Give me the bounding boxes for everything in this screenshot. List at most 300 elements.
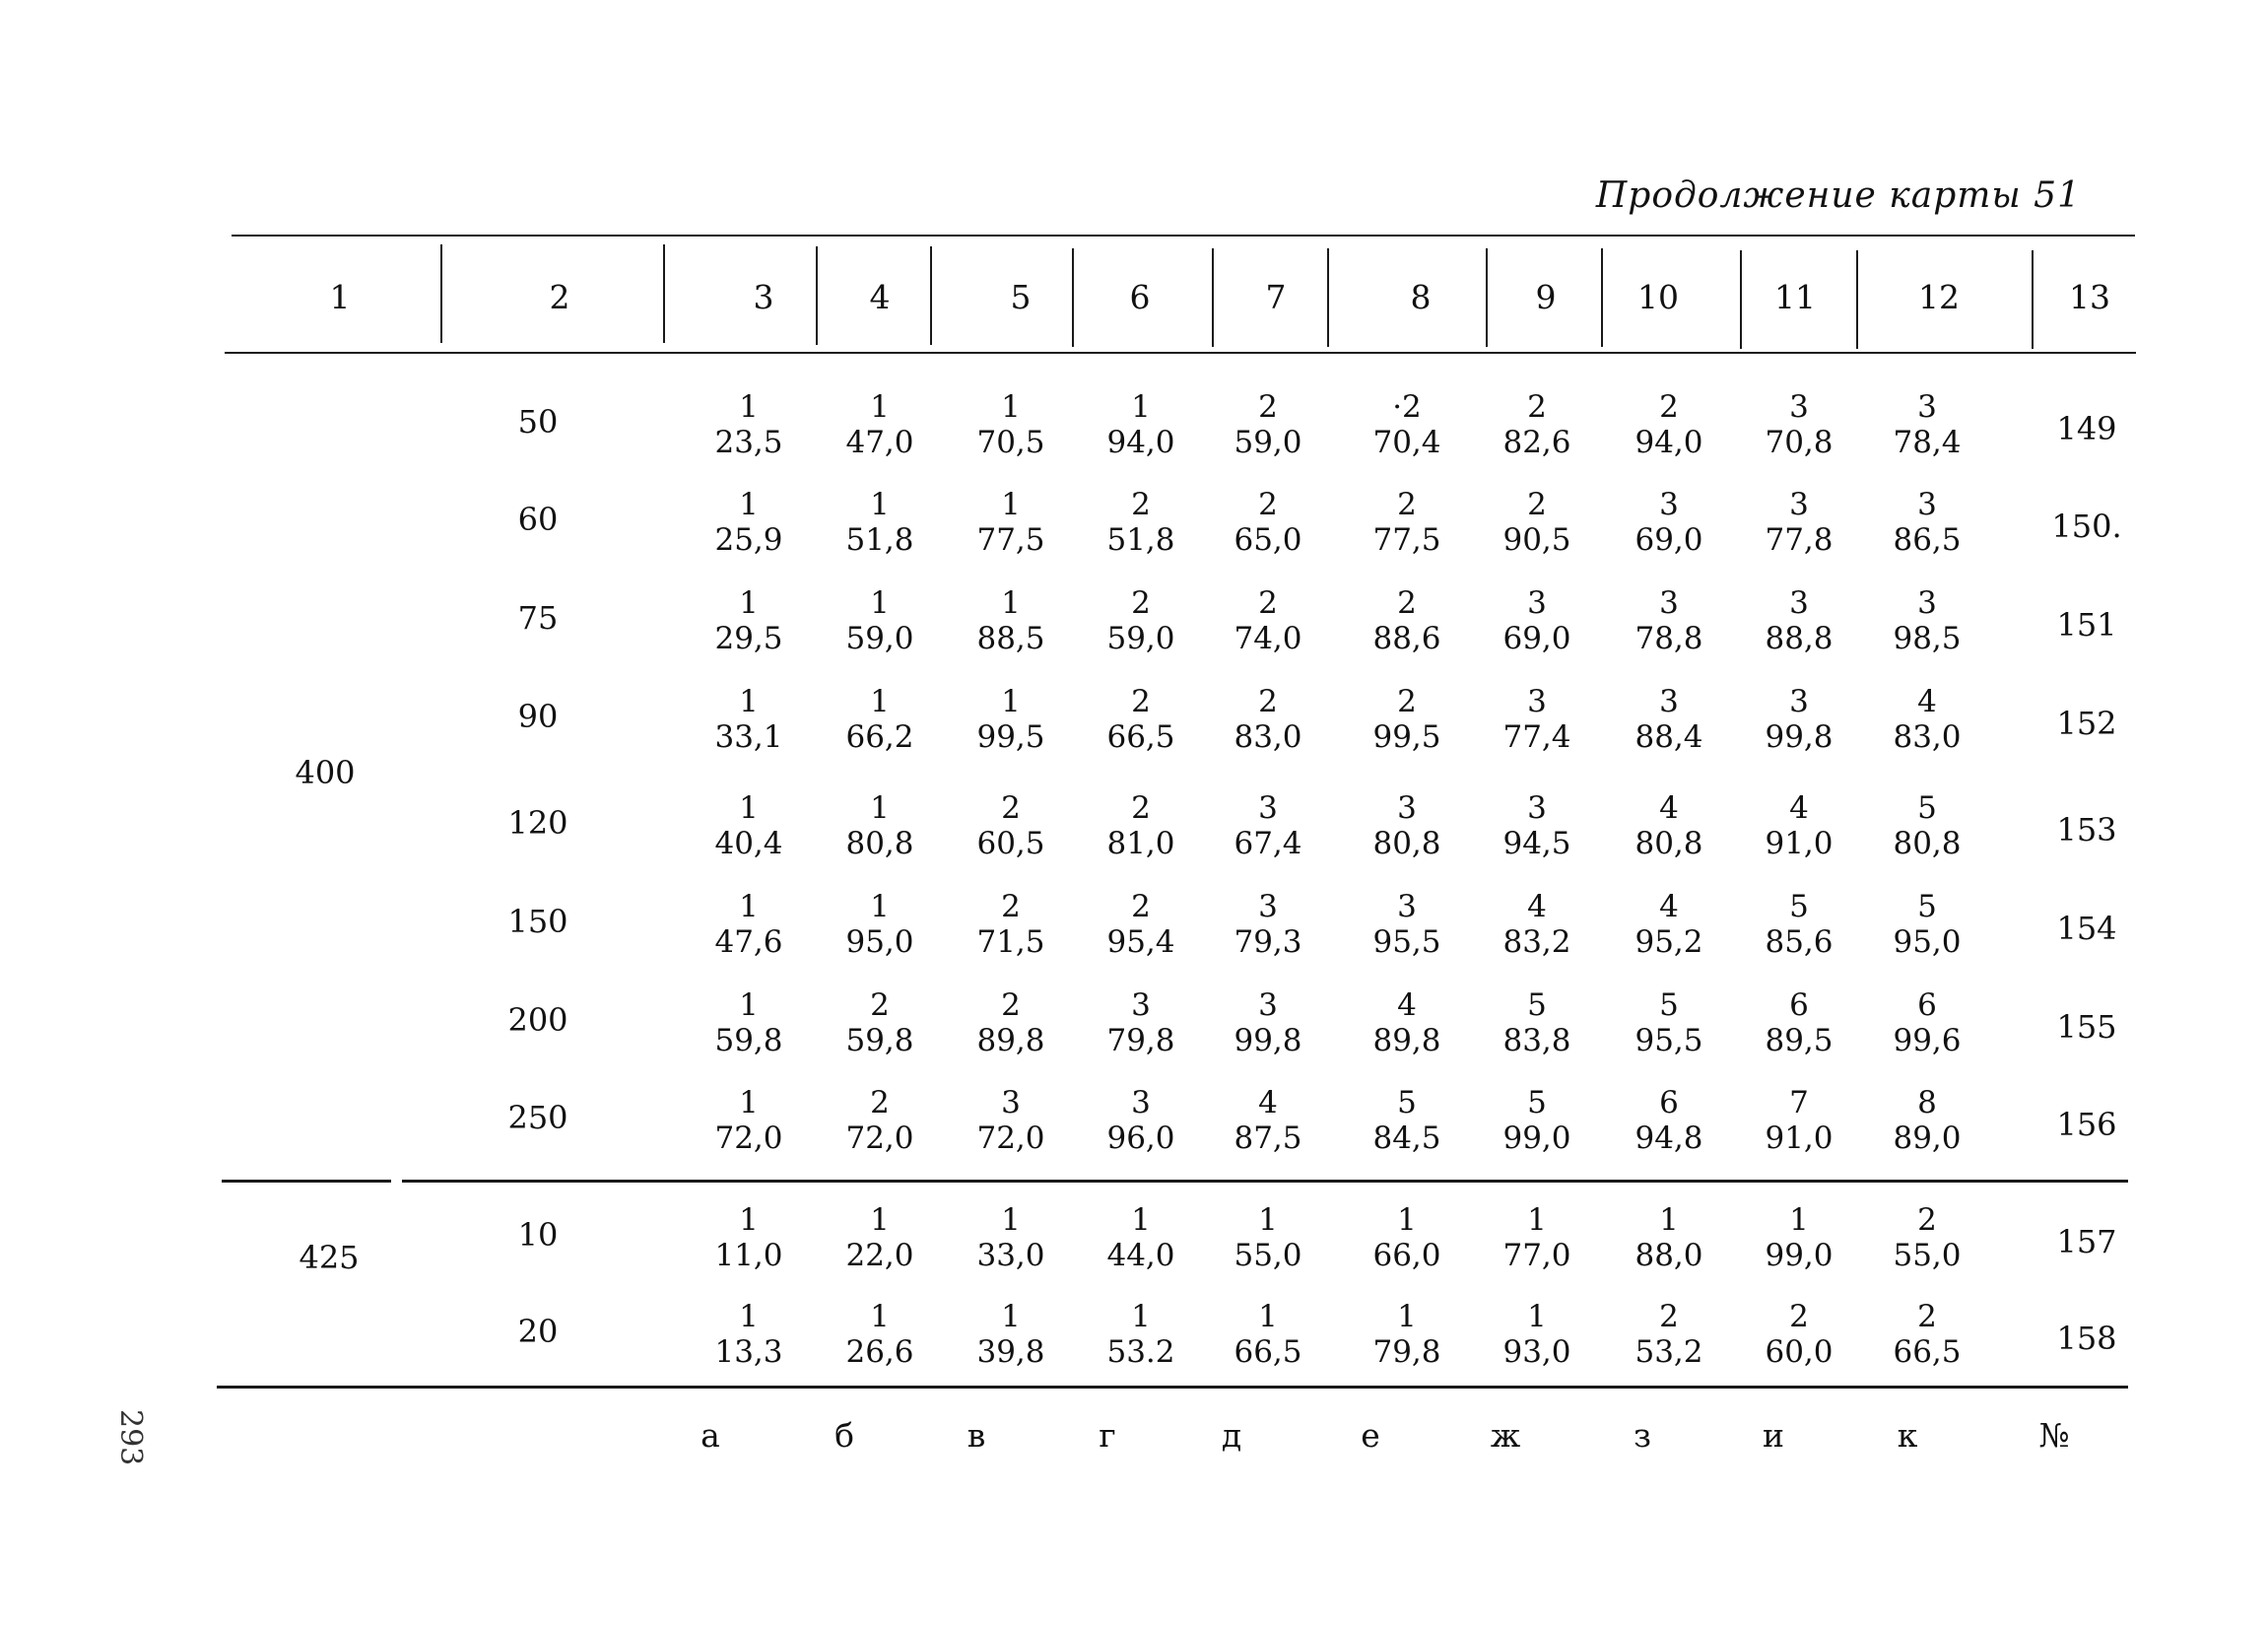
table-cell — [1106, 889, 1174, 960]
cell-top-value: 2 — [1397, 487, 1417, 522]
table-cell — [1634, 389, 1702, 460]
cell-bottom-value: 72,0 — [845, 1120, 914, 1156]
cell-top-value: 5 — [1397, 1085, 1417, 1120]
header-separator — [1327, 248, 1329, 347]
table-cell — [976, 1085, 1044, 1156]
table-cell — [1893, 684, 1961, 755]
cell-top-value: 1 — [1001, 585, 1021, 621]
table-cell — [1106, 1202, 1174, 1273]
cell-bottom-value: 13,3 — [714, 1334, 783, 1370]
cell-bottom-value: 66,2 — [845, 719, 914, 755]
cell-bottom-value: 88,0 — [1634, 1238, 1703, 1273]
cell-top-value: 5 — [1527, 987, 1547, 1023]
cell-top-value: 1 — [1131, 1202, 1151, 1238]
table-cell — [976, 1299, 1044, 1370]
cell-bottom-value: 88,4 — [1634, 719, 1703, 755]
cell-bottom-value: 83,0 — [1234, 719, 1302, 755]
cell-bottom-value: 83,8 — [1502, 1023, 1571, 1058]
cell-bottom-value: 55,0 — [1234, 1238, 1302, 1273]
cell-bottom-value: 29,5 — [714, 621, 783, 656]
cell-top-value: 1 — [870, 684, 890, 719]
table-cell — [714, 790, 782, 861]
cell-bottom-value: 59,8 — [714, 1023, 783, 1058]
cell-bottom-value: 96,0 — [1106, 1120, 1175, 1156]
cell-bottom-value: 95,5 — [1372, 924, 1441, 960]
table-cell — [1234, 1085, 1301, 1156]
table-cell — [845, 487, 913, 558]
table-cell — [1502, 684, 1570, 755]
cell-top-value: 2 — [1131, 684, 1151, 719]
cell-bottom-value: 70,4 — [1372, 425, 1441, 460]
footer-letter-k: к — [1897, 1416, 1918, 1455]
table-cell — [976, 987, 1044, 1058]
cell-top-value: 3 — [1789, 585, 1809, 621]
table-cell — [1765, 790, 1833, 861]
row-number: 152 — [2056, 705, 2117, 742]
page-caption: Продолжение карты 51 — [1595, 175, 2081, 216]
table-cell — [1765, 389, 1833, 460]
table-cell — [1893, 889, 1961, 960]
table-cell — [1372, 987, 1440, 1058]
header-col-7: 7 — [1265, 278, 1287, 316]
cell-top-value: 4 — [1397, 987, 1417, 1023]
header-col-5: 5 — [1010, 278, 1032, 316]
cell-top-value: 1 — [1001, 389, 1021, 425]
cell-bottom-value: 40,4 — [714, 826, 783, 861]
table-cell — [845, 889, 913, 960]
cell-bottom-value: 99,8 — [1234, 1023, 1302, 1058]
table-cell — [1234, 1299, 1301, 1370]
header-separator — [1601, 248, 1603, 347]
footer-letter-g: г — [1099, 1416, 1116, 1455]
cell-bottom-value: 65,0 — [1234, 522, 1302, 558]
cell-top-value: 1 — [1659, 1202, 1679, 1238]
header-separator — [1740, 250, 1742, 349]
cell-top-value: 8 — [1917, 1085, 1937, 1120]
table-cell — [1502, 987, 1570, 1058]
cell-bottom-value: 89,0 — [1893, 1120, 1962, 1156]
table-cell — [1893, 487, 1961, 558]
table-cell — [845, 1299, 913, 1370]
group-label-425: 425 — [299, 1239, 360, 1276]
cell-bottom-value: 77,5 — [976, 522, 1045, 558]
table-cell — [1502, 389, 1570, 460]
cell-bottom-value: 70,5 — [976, 425, 1045, 460]
header-separator — [816, 246, 818, 345]
cell-top-value: 1 — [739, 1299, 759, 1334]
table-cell — [1234, 987, 1301, 1058]
header-bottom-rule — [225, 352, 2136, 354]
row-col2-value: 50 — [517, 403, 559, 441]
cell-top-value: 6 — [1789, 987, 1809, 1023]
footer-letter-v: в — [967, 1416, 986, 1455]
cell-top-value: 1 — [739, 889, 759, 924]
footer-letter-e: е — [1361, 1416, 1380, 1455]
table-cell — [1634, 1202, 1702, 1273]
row-number: 154 — [2056, 910, 2117, 947]
cell-top-value: 1 — [1001, 487, 1021, 522]
header-separator — [930, 246, 932, 345]
table-cell — [845, 790, 913, 861]
cell-top-value: 1 — [870, 790, 890, 826]
table-cell — [845, 1202, 913, 1273]
cell-bottom-value: 94,5 — [1502, 826, 1571, 861]
footer-number-sign: № — [2038, 1416, 2070, 1455]
row-number: 156 — [2056, 1106, 2117, 1143]
cell-top-value: 3 — [1131, 1085, 1151, 1120]
table-cell — [1234, 487, 1301, 558]
cell-top-value: 1 — [1258, 1299, 1278, 1334]
cell-top-value: 3 — [1258, 889, 1278, 924]
table-cell — [714, 487, 782, 558]
footer-letter-a: а — [700, 1416, 720, 1455]
row-number: 153 — [2056, 811, 2117, 848]
cell-top-value: 1 — [739, 487, 759, 522]
table-cell — [1765, 684, 1833, 755]
cell-bottom-value: 85,6 — [1765, 924, 1834, 960]
footer-letter-b: б — [834, 1416, 854, 1455]
table-cell — [714, 389, 782, 460]
header-col-8: 8 — [1410, 278, 1432, 316]
cell-bottom-value: 60,0 — [1765, 1334, 1834, 1370]
cell-bottom-value: 83,2 — [1502, 924, 1571, 960]
cell-bottom-value: 51,8 — [1106, 522, 1175, 558]
cell-top-value: 2 — [1527, 487, 1547, 522]
cell-bottom-value: 59,0 — [1234, 425, 1302, 460]
cell-top-value: 1 — [739, 790, 759, 826]
cell-bottom-value: 77,0 — [1502, 1238, 1571, 1273]
cell-top-value: 3 — [1789, 487, 1809, 522]
table-cell — [1893, 1085, 1961, 1156]
row-col2-value: 20 — [517, 1313, 559, 1350]
cell-bottom-value: 99,8 — [1765, 719, 1834, 755]
cell-bottom-value: 66,5 — [1106, 719, 1175, 755]
table-cell — [845, 585, 913, 656]
footer-letter-i: и — [1763, 1416, 1784, 1455]
table-cell — [1502, 1202, 1570, 1273]
cell-top-value: 7 — [1789, 1085, 1809, 1120]
cell-bottom-value: 99,0 — [1765, 1238, 1834, 1273]
table-cell — [1234, 684, 1301, 755]
cell-bottom-value: 89,8 — [976, 1023, 1045, 1058]
table-cell — [1106, 1085, 1174, 1156]
header-col-9: 9 — [1535, 278, 1557, 316]
table-cell — [1372, 790, 1440, 861]
cell-bottom-value: 94,0 — [1106, 425, 1175, 460]
table-cell — [976, 1202, 1044, 1273]
cell-top-value: 2 — [1258, 585, 1278, 621]
cell-bottom-value: 67,4 — [1234, 826, 1302, 861]
row-number: 155 — [2056, 1008, 2117, 1046]
table-cell — [714, 585, 782, 656]
row-col2-value: 10 — [517, 1216, 559, 1254]
cell-top-value: 1 — [870, 1299, 890, 1334]
header-separator — [1212, 248, 1214, 347]
cell-bottom-value: 53.2 — [1106, 1334, 1175, 1370]
cell-top-value: 2 — [1258, 487, 1278, 522]
cell-bottom-value: 70,8 — [1765, 425, 1834, 460]
group-label-400: 400 — [295, 754, 356, 791]
cell-bottom-value: 33,0 — [976, 1238, 1045, 1273]
cell-top-value: 2 — [870, 987, 890, 1023]
table-cell — [1634, 790, 1702, 861]
cell-top-value: 1 — [870, 585, 890, 621]
header-top-rule — [232, 235, 2135, 237]
table-cell — [1372, 585, 1440, 656]
cell-top-value: 2 — [1659, 1299, 1679, 1334]
cell-top-value: 1 — [1397, 1202, 1417, 1238]
table-cell — [1765, 1299, 1833, 1370]
table-cell — [976, 389, 1044, 460]
cell-top-value: 2 — [1258, 684, 1278, 719]
cell-bottom-value: 80,8 — [1634, 826, 1703, 861]
header-col-4: 4 — [869, 278, 891, 316]
table-cell — [714, 1299, 782, 1370]
cell-bottom-value: 69,0 — [1502, 621, 1571, 656]
cell-bottom-value: 79,8 — [1372, 1334, 1441, 1370]
cell-top-value: 1 — [1001, 1299, 1021, 1334]
cell-bottom-value: 95,2 — [1634, 924, 1703, 960]
row-col2-value: 75 — [517, 599, 559, 637]
cell-top-value: 4 — [1659, 790, 1679, 826]
cell-bottom-value: 77,4 — [1502, 719, 1571, 755]
cell-bottom-value: 80,8 — [1893, 826, 1962, 861]
table-cell — [714, 889, 782, 960]
table-cell — [976, 684, 1044, 755]
cell-bottom-value: 99,0 — [1502, 1120, 1571, 1156]
cell-bottom-value: 95,5 — [1634, 1023, 1703, 1058]
cell-bottom-value: 26,6 — [845, 1334, 914, 1370]
cell-bottom-value: 72,0 — [976, 1120, 1045, 1156]
cell-bottom-value: 55,0 — [1893, 1238, 1962, 1273]
cell-bottom-value: 94,8 — [1634, 1120, 1703, 1156]
table-cell — [1106, 987, 1174, 1058]
header-col-13: 13 — [2069, 278, 2110, 316]
cell-bottom-value: 88,5 — [976, 621, 1045, 656]
cell-bottom-value: 94,0 — [1634, 425, 1703, 460]
header-col-12: 12 — [1918, 278, 1960, 316]
table-cell — [1765, 487, 1833, 558]
table-cell — [1502, 1085, 1570, 1156]
table-cell — [1106, 790, 1174, 861]
cell-bottom-value: 59,8 — [845, 1023, 914, 1058]
cell-top-value: 3 — [1397, 790, 1417, 826]
cell-top-value: 2 — [1917, 1202, 1937, 1238]
cell-bottom-value: 39,8 — [976, 1334, 1045, 1370]
table-cell — [1234, 1202, 1301, 1273]
cell-top-value: 4 — [1527, 889, 1547, 924]
table-cell — [1502, 889, 1570, 960]
cell-top-value: 1 — [739, 389, 759, 425]
cell-bottom-value: 66,5 — [1893, 1334, 1962, 1370]
cell-top-value: 1 — [870, 1202, 890, 1238]
row-col2-value: 120 — [507, 804, 568, 842]
table-cell — [976, 487, 1044, 558]
cell-top-value: 3 — [1527, 684, 1547, 719]
header-col-3: 3 — [753, 278, 774, 316]
table-cell — [1234, 889, 1301, 960]
cell-top-value: 3 — [1527, 790, 1547, 826]
cell-bottom-value: 25,9 — [714, 522, 783, 558]
cell-top-value: 3 — [1397, 889, 1417, 924]
cell-top-value: 3 — [1789, 684, 1809, 719]
cell-top-value: 2 — [1258, 389, 1278, 425]
cell-top-value: 5 — [1659, 987, 1679, 1023]
cell-bottom-value: 66,5 — [1234, 1334, 1302, 1370]
header-col-2: 2 — [549, 278, 570, 316]
cell-top-value: 5 — [1527, 1085, 1547, 1120]
row-number: 149 — [2056, 410, 2117, 447]
cell-top-value: 1 — [739, 1202, 759, 1238]
cell-top-value: 2 — [1001, 889, 1021, 924]
footer-letter-z: з — [1634, 1416, 1651, 1455]
cell-top-value: 2 — [1001, 987, 1021, 1023]
cell-top-value: 4 — [1917, 684, 1937, 719]
header-col-6: 6 — [1129, 278, 1151, 316]
cell-top-value: 2 — [1659, 389, 1679, 425]
table-cell — [1893, 1202, 1961, 1273]
row-col2-value: 200 — [507, 1001, 568, 1039]
cell-bottom-value: 33,1 — [714, 719, 783, 755]
cell-top-value: 6 — [1917, 987, 1937, 1023]
table-cell — [1234, 790, 1301, 861]
header-separator — [440, 244, 442, 343]
cell-bottom-value: 95,0 — [845, 924, 914, 960]
cell-top-value: 2 — [1131, 487, 1151, 522]
cell-top-value: 3 — [1527, 585, 1547, 621]
cell-bottom-value: 88,8 — [1765, 621, 1834, 656]
cell-bottom-value: 44,0 — [1106, 1238, 1175, 1273]
cell-top-value: 1 — [1789, 1202, 1809, 1238]
cell-bottom-value: 83,0 — [1893, 719, 1962, 755]
table-cell — [1893, 585, 1961, 656]
cell-top-value: 2 — [1397, 684, 1417, 719]
table-cell — [845, 389, 913, 460]
table-cell — [1234, 585, 1301, 656]
cell-top-value: 1 — [739, 987, 759, 1023]
cell-bottom-value: 47,0 — [845, 425, 914, 460]
table-cell — [714, 987, 782, 1058]
cell-bottom-value: 88,6 — [1372, 621, 1441, 656]
cell-bottom-value: 99,5 — [1372, 719, 1441, 755]
table-cell — [1106, 389, 1174, 460]
cell-bottom-value: 77,5 — [1372, 522, 1441, 558]
cell-top-value: 1 — [1001, 684, 1021, 719]
cell-bottom-value: 98,5 — [1893, 621, 1962, 656]
table-cell — [1893, 389, 1961, 460]
table-cell — [1106, 1299, 1174, 1370]
table-cell — [1893, 987, 1961, 1058]
page-margin-number: 293 — [113, 1409, 148, 1466]
cell-bottom-value: 69,0 — [1634, 522, 1703, 558]
cell-top-value: 1 — [870, 487, 890, 522]
cell-bottom-value: 84,5 — [1372, 1120, 1441, 1156]
cell-bottom-value: 59,0 — [1106, 621, 1175, 656]
row-col2-value: 150 — [507, 903, 568, 940]
cell-top-value: 2 — [1131, 790, 1151, 826]
cell-bottom-value: 71,5 — [976, 924, 1045, 960]
table-cell — [1765, 1202, 1833, 1273]
footer-letter-d: д — [1221, 1416, 1242, 1455]
cell-top-value: 2 — [1131, 889, 1151, 924]
table-cell — [1765, 1085, 1833, 1156]
table-cell — [1765, 987, 1833, 1058]
table-cell — [1372, 889, 1440, 960]
table-cell — [1634, 889, 1702, 960]
footer-letter-zh: ж — [1490, 1416, 1521, 1455]
row-col2-value: 60 — [517, 501, 559, 538]
cell-top-value: 1 — [1131, 389, 1151, 425]
cell-bottom-value: 77,8 — [1765, 522, 1834, 558]
group-separator-rule — [402, 1180, 2128, 1183]
cell-top-value: 3 — [1001, 1085, 1021, 1120]
table-cell — [1372, 1202, 1440, 1273]
cell-top-value: 1 — [1397, 1299, 1417, 1334]
header-col-1: 1 — [329, 278, 351, 316]
table-cell — [845, 987, 913, 1058]
row-number: 151 — [2056, 606, 2117, 644]
table-cell — [976, 585, 1044, 656]
table-cell — [714, 1202, 782, 1273]
cell-top-value: 1 — [1527, 1202, 1547, 1238]
table-cell — [1893, 790, 1961, 861]
cell-top-value: 1 — [870, 889, 890, 924]
cell-bottom-value: 89,8 — [1372, 1023, 1441, 1058]
table-cell — [714, 1085, 782, 1156]
group-separator-rule — [222, 1180, 391, 1183]
row-number: 157 — [2056, 1223, 2117, 1260]
cell-bottom-value: 79,8 — [1106, 1023, 1175, 1058]
cell-top-value: 1 — [739, 684, 759, 719]
cell-bottom-value: 90,5 — [1502, 522, 1571, 558]
cell-bottom-value: 91,0 — [1765, 826, 1834, 861]
cell-bottom-value: 80,8 — [845, 826, 914, 861]
table-cell — [1234, 389, 1301, 460]
cell-top-value: 1 — [1527, 1299, 1547, 1334]
table-cell — [1502, 487, 1570, 558]
header-separator — [663, 244, 665, 343]
cell-top-value: 3 — [1659, 585, 1679, 621]
table-cell — [1372, 487, 1440, 558]
table-cell — [1502, 1299, 1570, 1370]
cell-top-value: 3 — [1659, 684, 1679, 719]
table-cell — [1372, 389, 1440, 460]
cell-top-value: 3 — [1131, 987, 1151, 1023]
cell-top-value: 2 — [1917, 1299, 1937, 1334]
cell-bottom-value: 51,8 — [845, 522, 914, 558]
cell-top-value: 4 — [1789, 790, 1809, 826]
table-cell — [1765, 585, 1833, 656]
cell-bottom-value: 91,0 — [1765, 1120, 1834, 1156]
cell-top-value: 1 — [1001, 1202, 1021, 1238]
cell-top-value: 3 — [1917, 487, 1937, 522]
cell-top-value: 3 — [1258, 987, 1278, 1023]
cell-bottom-value: 99,6 — [1893, 1023, 1962, 1058]
table-cell — [1106, 487, 1174, 558]
cell-top-value: 2 — [1001, 790, 1021, 826]
row-col2-value: 250 — [507, 1099, 568, 1136]
row-number: 150. — [2051, 508, 2122, 545]
cell-top-value: 1 — [1258, 1202, 1278, 1238]
cell-bottom-value: 11,0 — [714, 1238, 783, 1273]
table-cell — [1634, 1299, 1702, 1370]
cell-top-value: 2 — [1527, 389, 1547, 425]
table-cell — [1634, 1085, 1702, 1156]
cell-bottom-value: 60,5 — [976, 826, 1045, 861]
header-col-10: 10 — [1637, 278, 1679, 316]
cell-top-value: 4 — [1258, 1085, 1278, 1120]
cell-bottom-value: 95,0 — [1893, 924, 1962, 960]
